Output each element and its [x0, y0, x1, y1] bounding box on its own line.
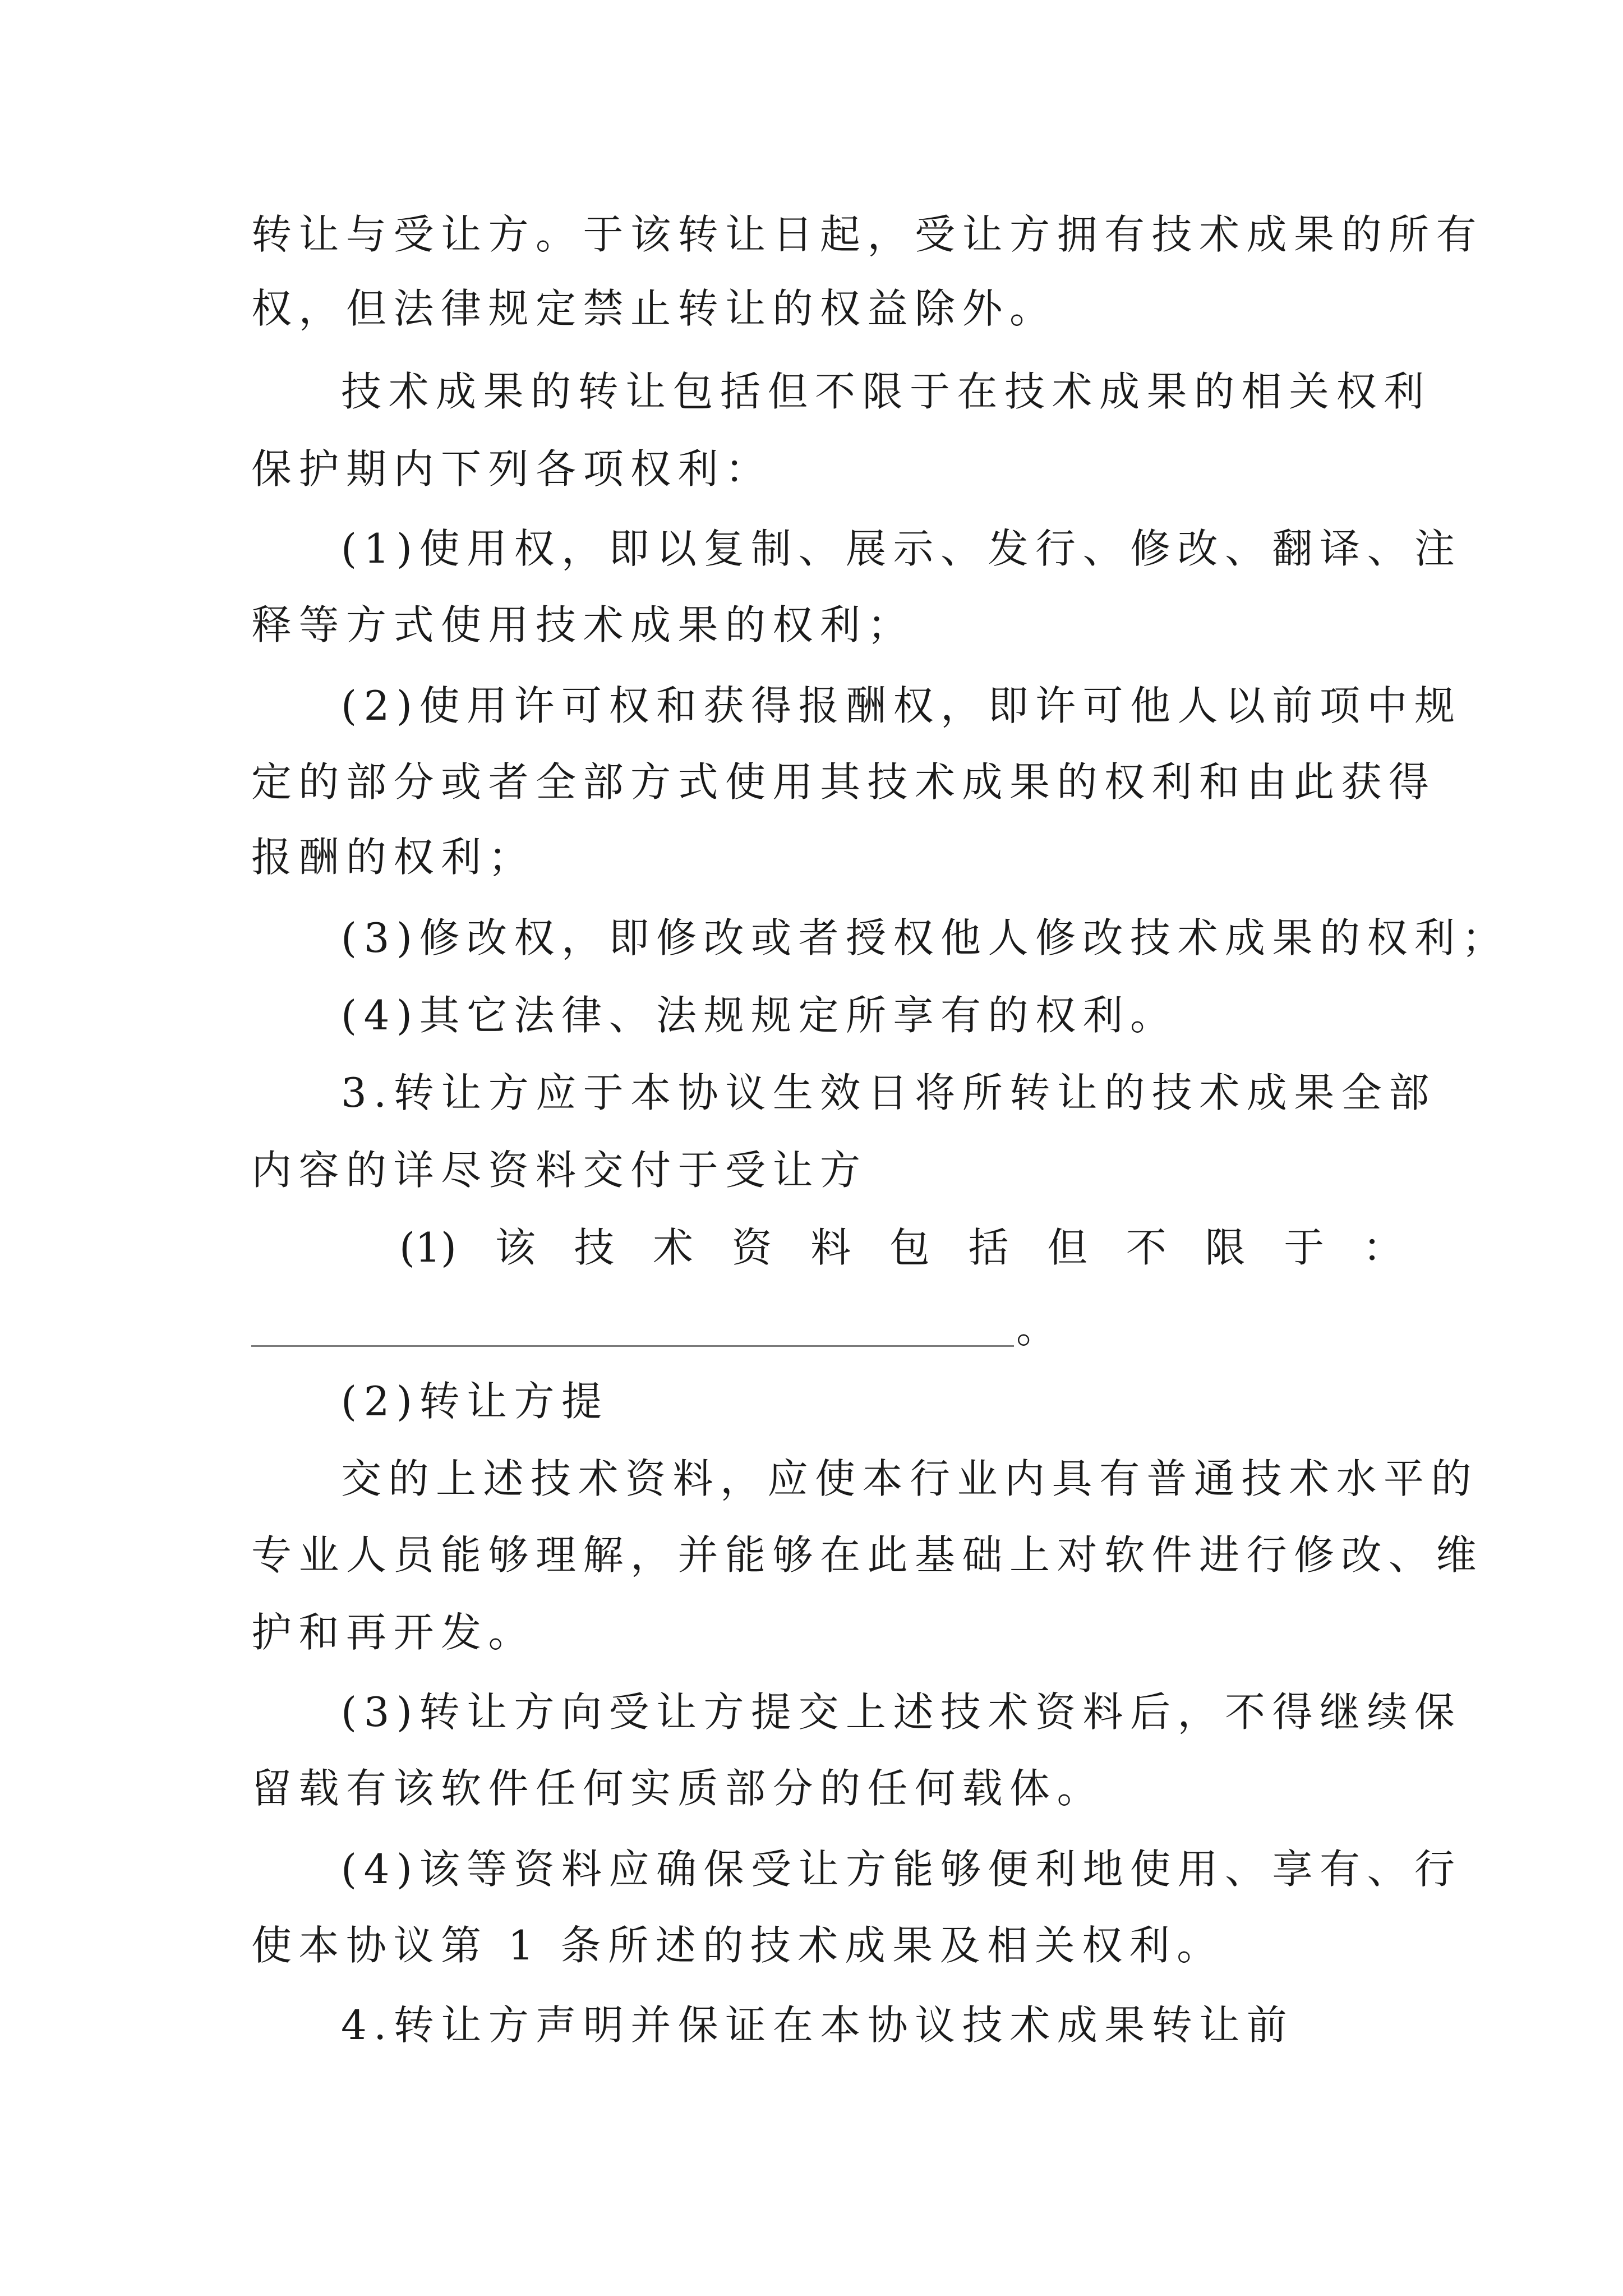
spread-char: 料 — [810, 1224, 851, 1271]
paragraph-line: (1)使用权，即以复制、展示、发行、修改、翻译、注 — [341, 525, 1462, 572]
spread-char: (1) — [399, 1224, 457, 1271]
spread-char: 不 — [1126, 1224, 1166, 1271]
paragraph-line: 转让与受让方。于该转让日起，受让方拥有技术成果的所有 — [251, 211, 1484, 258]
paragraph-line: 定的部分或者全部方式使用其技术成果的权利和由此获得 — [251, 758, 1436, 806]
spread-char: ： — [1362, 1224, 1403, 1271]
spread-char: 技 — [574, 1224, 615, 1271]
paragraph-line: 报酬的权利； — [251, 834, 536, 881]
blank-end-punctuation: 。 — [1016, 1305, 1057, 1352]
paragraph-line: 交的上述技术资料，应使本行业内具有普通技术水平的 — [341, 1455, 1479, 1502]
spread-char: 该 — [495, 1224, 536, 1271]
paragraph-line: (2)转让方提 — [341, 1378, 609, 1425]
paragraph-line: 技术成果的转让包括但不限于在技术成果的相关权利 — [341, 368, 1431, 415]
paragraph-line: 释等方式使用技术成果的权利； — [251, 601, 915, 648]
paragraph-line: 内容的详尽资料交付于受让方 — [251, 1147, 868, 1194]
paragraph-line: 使本协议第 1 条所述的技术成果及相关权利。 — [251, 1922, 1224, 1969]
spread-char: 包 — [889, 1224, 930, 1271]
fill-in-blank-underline — [251, 1345, 1014, 1347]
paragraph-line: 护和再开发。 — [251, 1609, 536, 1656]
spread-char: 术 — [652, 1224, 693, 1271]
spread-char: 限 — [1205, 1224, 1246, 1271]
paragraph-line: 留载有该软件任何实质部分的任何载体。 — [251, 1765, 1105, 1812]
spread-char: 资 — [731, 1224, 772, 1271]
spread-justified-line — [399, 1220, 1403, 1276]
paragraph-line: 专业人员能够理解，并能够在此基础上对软件进行修改、维 — [251, 1531, 1484, 1579]
paragraph-line: (2)使用许可权和获得报酬权，即许可他人以前项中规 — [341, 682, 1462, 729]
paragraph-line: (3)转让方向受让方提交上述技术资料后，不得继续保 — [341, 1688, 1462, 1736]
paragraph-line: 4.转让方声明并保证在本协议技术成果转让前 — [341, 2001, 1294, 2049]
spread-char: 括 — [968, 1224, 1009, 1271]
paragraph-line: 保护期内下列各项权利： — [251, 445, 773, 493]
spread-char: 于 — [1284, 1224, 1325, 1271]
paragraph-line: (4)该等资料应确保受让方能够便利地使用、享有、行 — [341, 1846, 1462, 1893]
paragraph-line: (4)其它法律、法规规定所享有的权利。 — [341, 992, 1178, 1039]
paragraph-line: 3.转让方应于本协议生效日将所转让的技术成果全部 — [341, 1069, 1436, 1116]
paragraph-line: (3)修改权，即修改或者授权他人修改技术成果的权利； — [341, 914, 1509, 961]
paragraph-line: 权，但法律规定禁止转让的权益除外。 — [251, 285, 1057, 332]
spread-char: 但 — [1047, 1224, 1088, 1271]
